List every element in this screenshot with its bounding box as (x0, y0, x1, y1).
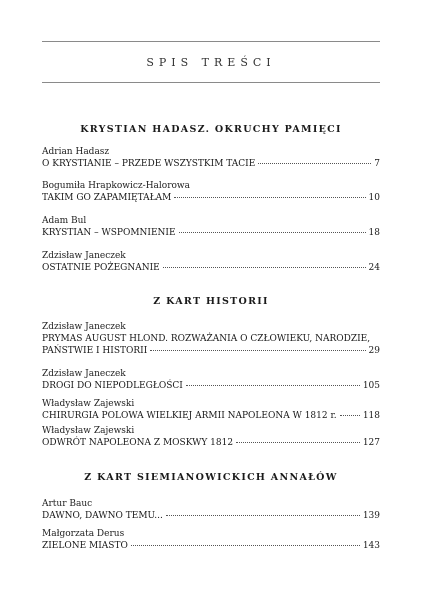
entry-title-line (42, 262, 380, 274)
entry-title: O KRYSTIANIE – PRZEDE WSZYSTKIM TACIE (42, 159, 256, 169)
entry-title-line (42, 380, 380, 392)
entry-author: Adrian Hadasz (42, 147, 110, 157)
page-title: SPIS TREŚCI (146, 56, 276, 69)
entry-title: ODWRÓT NAPOLEONA Z MOSKWY 1812 (42, 438, 234, 448)
leader-dots (166, 515, 360, 516)
leader-dots (236, 442, 360, 443)
entry-author: Artur Bauc (42, 499, 93, 509)
entry-title: PRYMAS AUGUST HLOND. ROZWAŻANIA O CZŁOWIEKU, NARODZIE, (42, 334, 371, 344)
entry-page: 10 (368, 193, 380, 203)
entry-title-line (42, 540, 380, 552)
entry-author: Małgorzata Derus (42, 529, 125, 539)
leader-dots (131, 545, 360, 546)
entry-title-line (42, 410, 380, 422)
entry-title: TAKIM GO ZAPAMIĘTAŁAM (42, 193, 172, 203)
leader-dots (340, 415, 360, 416)
entry-title-line (42, 437, 380, 449)
entry-page: 24 (368, 263, 380, 273)
toc-entry (42, 215, 380, 239)
leader-dots (150, 350, 365, 351)
entry-author: Bogumiła Hrapkowicz-Halorowa (42, 181, 191, 191)
toc-entry (42, 321, 380, 357)
entry-page: 118 (362, 411, 380, 421)
entry-title: DAWNO, DAWNO TEMU... (42, 511, 163, 521)
entry-author: Władysław Zajewski (42, 426, 135, 436)
entry-title: ZIELONE MIASTO (42, 541, 128, 551)
section-heading: Z KART SIEMIANOWICKICH ANNAŁÓW (84, 472, 338, 483)
toc-entry (42, 368, 380, 392)
toc-entry (42, 250, 380, 274)
entry-author: Zdzisław Janeczek (42, 369, 126, 379)
entry-page: 7 (374, 159, 380, 169)
entry-author: Zdzisław Janeczek (42, 322, 126, 332)
leader-dots (174, 197, 365, 198)
toc-entry (42, 398, 380, 422)
leader-dots (186, 385, 360, 386)
entry-title-line (42, 192, 380, 204)
section-heading: KRYSTIAN HADASZ. OKRUCHY PAMIĘCI (80, 124, 342, 135)
toc-entry (42, 528, 380, 552)
entry-title-line (42, 345, 380, 357)
entry-page: 143 (362, 541, 380, 551)
entry-title: OSTATNIE POŻEGNANIE (42, 263, 160, 273)
entry-title-line (42, 510, 380, 522)
entry-title: PAŃSTWIE I HISTORII (42, 346, 148, 356)
entry-title: KRYSTIAN – WSPOMNIENIE (42, 228, 176, 238)
entry-author: Zdzisław Janeczek (42, 251, 126, 261)
entry-page: 127 (362, 438, 380, 448)
toc-entry (42, 180, 380, 204)
entry-page: 105 (362, 381, 380, 391)
leader-dots (179, 232, 366, 233)
leader-dots (163, 267, 366, 268)
toc-entry (42, 498, 380, 522)
entry-page: 29 (368, 346, 380, 356)
entry-page: 139 (362, 511, 380, 521)
toc-entry (42, 425, 380, 449)
section-heading: Z KART HISTORII (153, 296, 269, 307)
entry-author: Władysław Zajewski (42, 399, 135, 409)
entry-title: DROGI DO NIEPODLEGŁOŚCI (42, 381, 183, 391)
entry-title-line (42, 227, 380, 239)
entry-title-line (42, 158, 380, 170)
top-rule (42, 41, 380, 42)
entry-title: CHIRURGIA POLOWA WIELKIEJ ARMII NAPOLEONA W 1812 r. (42, 411, 337, 421)
toc-entry (42, 146, 380, 170)
title-rule (42, 82, 380, 83)
entry-page: 18 (368, 228, 380, 238)
leader-dots (258, 163, 371, 164)
entry-author: Adam Bul (42, 216, 87, 226)
